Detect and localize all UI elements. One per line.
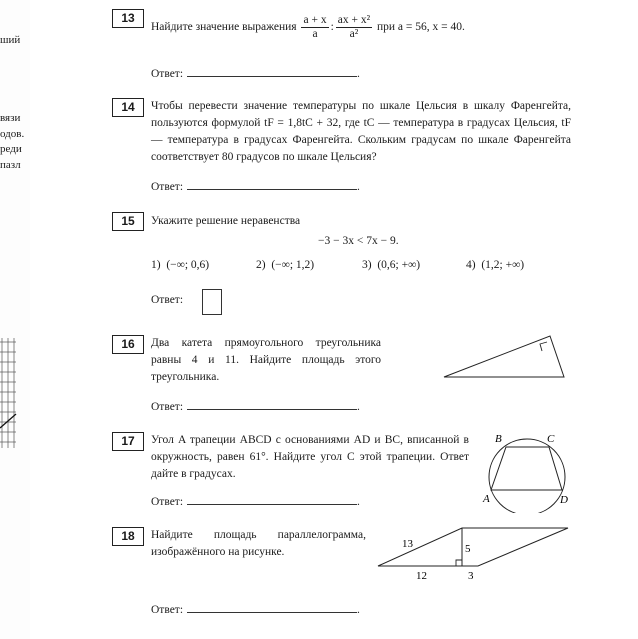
answer-line-14 xyxy=(151,177,360,193)
vertex-label-b: B xyxy=(495,433,502,445)
label-height-5: 5 xyxy=(465,543,471,555)
circle-shape xyxy=(489,439,565,513)
right-angle-mark xyxy=(456,560,462,566)
q13-prefix: Найдите значение выражения xyxy=(151,21,297,34)
label-side-13: 13 xyxy=(402,538,413,550)
fragment-word: ший xyxy=(0,34,21,46)
q13-fraction-2 xyxy=(336,14,372,41)
q15-option-3[interactable] xyxy=(362,259,420,271)
question-18-text: Найдите площадь параллелограмма, изображённого на рисунке. xyxy=(151,529,366,558)
vertex-label-d: D xyxy=(560,494,568,506)
answer-label-15: Ответ: xyxy=(151,294,184,306)
answer-input[interactable] xyxy=(187,397,357,410)
frac-numerator: ax + x² xyxy=(337,14,371,26)
q13-colon: : xyxy=(330,21,334,34)
answer-input[interactable] xyxy=(187,600,357,613)
right-angle-mark xyxy=(540,342,547,351)
vertex-label-c: C xyxy=(547,433,555,445)
question-number-14: 14 xyxy=(112,98,144,117)
trapezoid-shape xyxy=(491,447,562,490)
option-value: (0,6; +∞) xyxy=(377,259,421,271)
answer-label: Ответ: xyxy=(151,68,184,80)
answer-line-16 xyxy=(151,397,360,413)
question-number-15: 15 xyxy=(112,212,144,231)
option-number: 3) xyxy=(362,259,372,271)
answer-dot: . xyxy=(357,401,360,413)
question-17-text: Угол A трапеции ABCD с основаниями AD и BC, вписанной в окружность, равен 61°. Найдите угол C этой трапеции. Ответ дайте в градусах. xyxy=(151,434,469,480)
left-page-fragment xyxy=(0,0,30,639)
answer-label: Ответ: xyxy=(151,401,184,413)
fragment-word: реди xyxy=(0,143,22,155)
q13-condition: при a = 56, x = 40. xyxy=(376,21,465,34)
option-value: (1,2; +∞) xyxy=(481,259,525,271)
q15-inequality: −3 − 3x < 7x − 9. xyxy=(318,235,399,247)
fragment-grid-figure xyxy=(0,338,20,448)
option-number: 1) xyxy=(151,259,161,271)
q18-parallelogram-figure xyxy=(372,522,572,584)
answer-input[interactable] xyxy=(187,492,357,505)
q15-option-1[interactable] xyxy=(151,259,209,271)
frac-numerator: a + x xyxy=(303,14,327,26)
option-value: (−∞; 0,6) xyxy=(166,259,210,271)
answer-line-18 xyxy=(151,600,360,616)
answer-input[interactable] xyxy=(187,64,357,77)
option-value: (−∞; 1,2) xyxy=(271,259,315,271)
question-number-17: 17 xyxy=(112,432,144,451)
fragment-word: одов. xyxy=(0,128,25,140)
answer-label: Ответ: xyxy=(151,604,184,616)
question-15-text: Укажите решение неравенства xyxy=(151,215,301,227)
label-base-12: 12 xyxy=(416,570,427,582)
q16-right-triangle-figure xyxy=(440,332,570,382)
answer-line-17 xyxy=(151,492,360,508)
option-number: 2) xyxy=(256,259,266,271)
answer-label: Ответ: xyxy=(151,181,184,193)
answer-input[interactable] xyxy=(187,177,357,190)
q17-inscribed-trapezoid-figure xyxy=(480,428,580,513)
vertex-label-a: A xyxy=(483,493,490,505)
q13-fraction-1 xyxy=(301,14,328,41)
question-16-text: Два катета прямоугольного треугольника равны 4 и 11. Найдите площадь этого треугольника. xyxy=(151,337,381,383)
question-14-text: Чтобы перевести значение температуры по шкале Цельсия в шкалу Фаренгейта, пользуются формулой tF = 1,8tC + 32, где tC — температура в градусах Цельсия, tF — температура в градусах Фаренгейта. Скольким градусам по шкале Фаренгейта соответствует 80 градусов по шкале Цельсия? xyxy=(151,100,571,163)
answer-label: Ответ: xyxy=(151,496,184,508)
answer-box-15[interactable] xyxy=(202,289,222,315)
option-number: 4) xyxy=(466,259,476,271)
answer-dot: . xyxy=(357,68,360,80)
answer-dot: . xyxy=(357,181,360,193)
answer-dot: . xyxy=(357,496,360,508)
fragment-word: вязи xyxy=(0,112,21,124)
question-13-text xyxy=(151,14,465,41)
fragment-word: пазл xyxy=(0,159,21,171)
frac-denominator: a² xyxy=(349,28,359,40)
frac-denominator: a xyxy=(312,28,318,40)
question-number-13: 13 xyxy=(112,9,144,28)
question-number-16: 16 xyxy=(112,335,144,354)
q15-option-4[interactable] xyxy=(466,259,524,271)
q15-option-2[interactable] xyxy=(256,259,314,271)
label-base-3: 3 xyxy=(468,570,474,582)
question-number-18: 18 xyxy=(112,527,144,546)
answer-line-13 xyxy=(151,64,360,80)
answer-dot: . xyxy=(357,604,360,616)
